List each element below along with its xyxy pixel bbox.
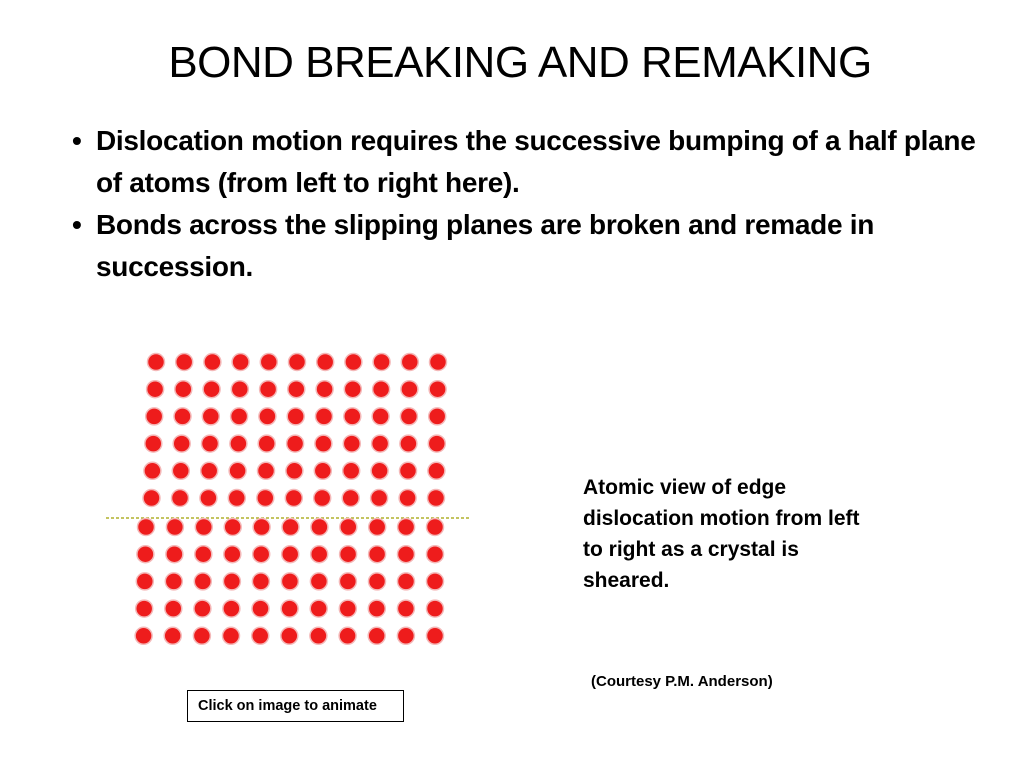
atom [289,354,306,371]
atom [368,600,385,617]
atom [228,490,245,507]
atom [373,354,390,371]
bullet-text: Dislocation motion requires the successive bumping of a half plane of atoms (from left to right here). [96,125,976,198]
atom [223,627,240,644]
atom [427,627,444,644]
crystal-lattice-image[interactable] [100,340,480,660]
atom [144,462,161,479]
atom [344,381,361,398]
atom [230,435,247,452]
atom [400,435,417,452]
atom [166,519,183,536]
atom [397,600,414,617]
atom [429,408,446,425]
atom [193,627,210,644]
atom [427,600,444,617]
atom [372,435,389,452]
bullet-item [58,204,988,288]
atom [174,408,191,425]
atom [232,354,249,371]
courtesy-credit: (Courtesy P.M. Anderson) [591,673,773,690]
atom [136,573,153,590]
atom [287,408,304,425]
atom [345,354,362,371]
atom [252,627,269,644]
atom [314,462,331,479]
atom [340,519,357,536]
bullet-item [58,120,988,204]
animate-button[interactable]: Click on image to animate [187,690,404,722]
figure-caption: Atomic view of edge dislocation motion from left to right as a crystal is sheared. [583,476,860,592]
atom [371,490,388,507]
atom [428,435,445,452]
atom [343,462,360,479]
atom [427,546,444,563]
atom [143,490,160,507]
atom [202,435,219,452]
atom [429,381,446,398]
atom [202,408,219,425]
atom [400,408,417,425]
atom [398,519,415,536]
atom [223,573,240,590]
slide-title: BOND BREAKING AND REMAKING [168,38,872,87]
atom [135,627,152,644]
atom [343,435,360,452]
atom [146,408,163,425]
atom [372,408,389,425]
atom [258,462,275,479]
atom [310,573,327,590]
atom [288,381,305,398]
atom [231,381,248,398]
atom [397,627,414,644]
atom [148,354,165,371]
bullet-marker: • [72,125,82,156]
atom [136,600,153,617]
atom [281,627,298,644]
atom [398,546,415,563]
atom [253,519,270,536]
atom [428,462,445,479]
atom [224,519,241,536]
atom [260,354,277,371]
bullet-list [58,120,988,288]
atom [400,462,417,479]
atom [201,462,218,479]
atom [427,573,444,590]
atom [203,381,220,398]
atom [317,354,334,371]
atom [342,490,359,507]
atom [339,573,356,590]
atom [369,519,386,536]
atom [401,381,418,398]
atom [316,381,333,398]
atom [369,546,386,563]
atom [368,627,385,644]
atom [172,462,189,479]
atom [194,600,211,617]
atom [137,546,154,563]
atom [430,354,447,371]
atom [285,490,302,507]
atom [172,490,189,507]
atom [258,435,275,452]
atom [195,519,212,536]
atom [399,490,416,507]
atom [173,435,190,452]
atom [164,627,181,644]
atom [371,462,388,479]
atom [287,435,304,452]
atom [340,546,357,563]
atom [147,381,164,398]
atom [311,519,328,536]
atom [316,408,333,425]
bullet-marker: • [72,209,82,240]
atom [282,519,299,536]
atom [165,573,182,590]
atom [281,600,298,617]
atom [310,600,327,617]
atom [427,519,444,536]
atom [204,354,221,371]
atom [311,546,328,563]
atom [310,627,327,644]
atom [314,490,331,507]
atom [145,435,162,452]
atom [286,462,303,479]
atom [175,381,192,398]
atom [369,573,386,590]
atom [339,600,356,617]
atom [398,573,415,590]
atom [253,546,270,563]
atom [401,354,418,371]
atom [315,435,332,452]
atom [195,546,212,563]
atom [339,627,356,644]
atom [231,408,248,425]
atom [252,573,269,590]
atom [223,600,240,617]
atom [428,490,445,507]
atom [373,381,390,398]
atom [194,573,211,590]
atom [281,573,298,590]
atom [165,600,182,617]
bullet-text: Bonds across the slipping planes are broken and remade in succession. [96,209,875,282]
atom [166,546,183,563]
atom [259,408,276,425]
atom [252,600,269,617]
atom [229,462,246,479]
atom [260,381,277,398]
atom [257,490,274,507]
atom [344,408,361,425]
atom [176,354,193,371]
atom [282,546,299,563]
atom [200,490,217,507]
atom [138,519,155,536]
atom [224,546,241,563]
